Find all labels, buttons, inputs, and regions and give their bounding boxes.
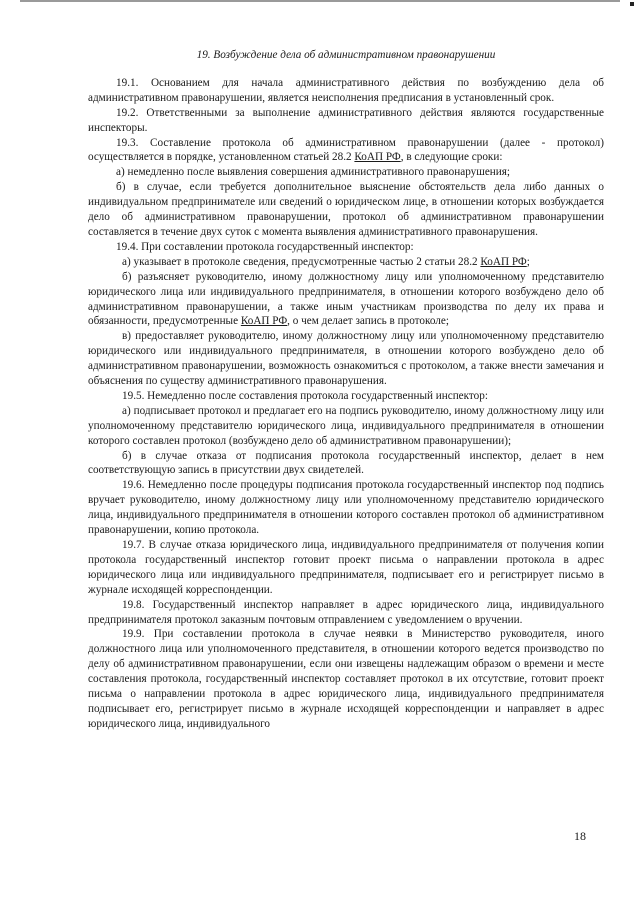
paragraph-19-6: 19.6. Немедленно после процедуры подписания протокола государственный инспектор под подпись вручает руководителю, иному должностному лицу или уполномоченному представителю юридического лица, индивидуального предпринимателя в отношении которого составлен протокол об административном правонарушении, копию протокола. [88,479,604,537]
paragraph-19-1: 19.1. Основанием для начала административного действия по возбуждению дела об административном правонарушении, является неисполнения предписания в установленный срок. [88,76,604,104]
section-heading: 19. Возбуждение дела об административном правонарушении [196,49,496,61]
paragraph-19-3-item-a: а) немедленно после выявления совершения административного правонарушения; [116,166,511,179]
paragraph-19-3-tail: , в следующие сроки: [400,151,503,164]
paragraph-19-5-item-a: а) подписывает протокол и предлагает его на подпись руководителю, иному должностному лицу или уполномоченному представителю юридического лица, индивидуального предпринимателя в отношении которого составлен протокол (возбуждено дело об административном правонарушении); [88,404,604,447]
paragraph-19-7: 19.7. В случае отказа юридического лица, индивидуального предпринимателя от получения копии протокола государственный инспектор готовит проект письма о направлении протокола в адрес юридического лица или индивидуального предпринимателя, подписывает его и регистрирует письмо в журнале исходящей корреспонденции. [88,539,604,596]
paragraph-19-8: 19.8. Государственный инспектор направляет в адрес юридического лица, индивидуального предпринимателя протокол заказным почтовым отправлением с уведомлением о вручении. [88,598,604,626]
paragraph-19-4-item-b-text: б) разъясняет руководителю, иному должностному лицу или уполномоченному представителю юридического лица или индивидуального предпринимателя, в отношении которого возбуждено дело об административном правонарушении, а также иным участникам производства по делу их права и обязанности, предусмотренные [88,270,604,328]
paragraph-19-4-item-c: в) предоставляет руководителю, иному должностному лицу или уполномоченному представителю юридического или индивидуального предпринимателя, в отношении которого возбуждено дело об административном правонарушении, возможность ознакомиться с протоколом, а также внести замечания и объяснения по существу административного правонарушения. [88,330,604,388]
koap-link[interactable]: КоАП РФ [480,255,527,268]
paragraph-19-5-item-b: б) в случае отказа от подписания протокола государственный инспектор, делает в нем соответствующую запись в присутствии двух свидетелей. [88,449,604,477]
document-page [88,48,604,732]
paragraph-19-3 [88,136,604,166]
page-number: 18 [574,829,586,843]
koap-link[interactable]: КоАП РФ [354,151,401,164]
paragraph-19-4-item-a-text: а) указывает в протоколе сведения, предусмотренные частью 2 статьи 28.2 [122,255,481,268]
paragraph-19-2: 19.2. Ответственными за выполнение административного действия являются государственные инспекторы. [88,106,604,134]
paragraph-19-9: 19.9. При составлении протокола в случае неявки в Министерство руководителя, иного должностного лица или уполномоченного представителя, в отношении которого ведется производство по делу об административном правонарушении, если они извещены надлежащим образом о времени и месте составления протокола, государственный инспектор составляет протокол в их отсутствие, готовит проект письма о направлении протокола в адрес юридического лица, индивидуального предпринимателя подписывает его, регистрирует письмо в журнале исходящей корреспонденции и направляет в адрес юридического лица, индивидуального [88,628,604,730]
koap-link[interactable]: КоАП РФ [240,315,288,328]
paragraph-19-4: 19.4. При составлении протокола государственный инспектор: [116,240,414,253]
paragraph-19-3-item-b: б) в случае, если требуется дополнительное выяснение обстоятельств дела либо данных о индивидуальном предпринимателе или сведений о юридическом лице, в отношении которых возбуждается дело об административном правонарушении, протокол об административном правонарушении составляется в течение двух суток с момента выявления административного правонарушения. [88,181,604,238]
scan-top-edge [20,0,620,2]
paragraph-19-4-item-b [88,270,604,330]
paragraph-19-4-item-a [88,255,604,270]
paragraph-19-3-text: 19.3. Составление протокола об административном правонарушении (далее - протокол) осуществляется в порядке, установленном статьей 28.2 [88,136,604,164]
scan-mark [630,2,634,6]
paragraph-19-4-item-b-tail: , о чем делает запись в протоколе; [287,315,449,328]
paragraph-19-5: 19.5. Немедленно после составления протокола государственный инспектор: [122,389,488,402]
paragraph-19-4-item-a-tail: ; [526,255,530,268]
